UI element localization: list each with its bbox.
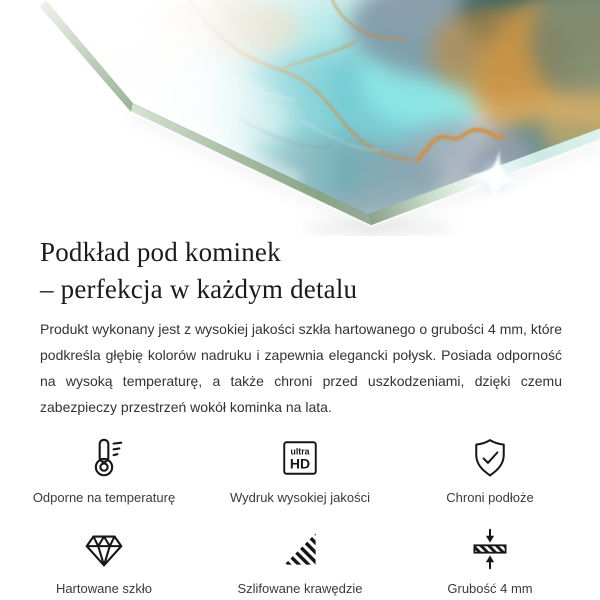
diamond-icon	[81, 525, 127, 573]
feature-thickness	[392, 525, 588, 596]
description-section	[0, 232, 600, 596]
feature-polished-edges	[208, 525, 392, 596]
feature-tempered-glass	[0, 525, 208, 596]
feature-label: Szlifowane krawędzie	[237, 581, 363, 596]
feature-label: Odporne na temperaturę	[32, 490, 176, 505]
thermometer-icon	[81, 434, 127, 482]
title-line-1: Podkład pod kominek	[40, 237, 281, 267]
feature-label: Chroni podłoże	[446, 490, 534, 505]
page-title	[40, 234, 600, 308]
feature-print-quality	[208, 434, 392, 505]
svg-text:HD: HD	[289, 455, 311, 472]
thickness-icon	[468, 525, 512, 573]
shield-check-icon	[468, 434, 512, 482]
feature-protects	[392, 434, 588, 505]
title-line-2: – perfekcja w każdym detalu	[40, 274, 358, 304]
svg-text:ultra: ultra	[290, 446, 310, 457]
product-photo	[0, 0, 600, 236]
features-grid	[0, 434, 600, 596]
polished-edges-icon	[278, 525, 322, 573]
feature-label: Grubość 4 mm	[447, 581, 533, 596]
feature-label: Wydruk wysokiej jakości	[229, 490, 371, 505]
glass-panel-graphic	[0, 0, 600, 236]
feature-label: Hartowane szkło	[55, 581, 153, 596]
product-description: Produkt wykonany jest z wysokiej jakości szkła hartowanego o grubości 4 mm, które podkreśla głębię kolorów nadruku i zapewnia elegancki połysk. Posiada odporność na wysoką temperaturę, a także chroni przed uszkodzeniami, dzięki czemu zabezpieczy przestrzeń wokół kominka na lata.	[40, 321, 562, 415]
feature-temperature	[0, 434, 208, 505]
marble-print	[0, 0, 600, 236]
ultra-hd-icon	[279, 434, 321, 482]
